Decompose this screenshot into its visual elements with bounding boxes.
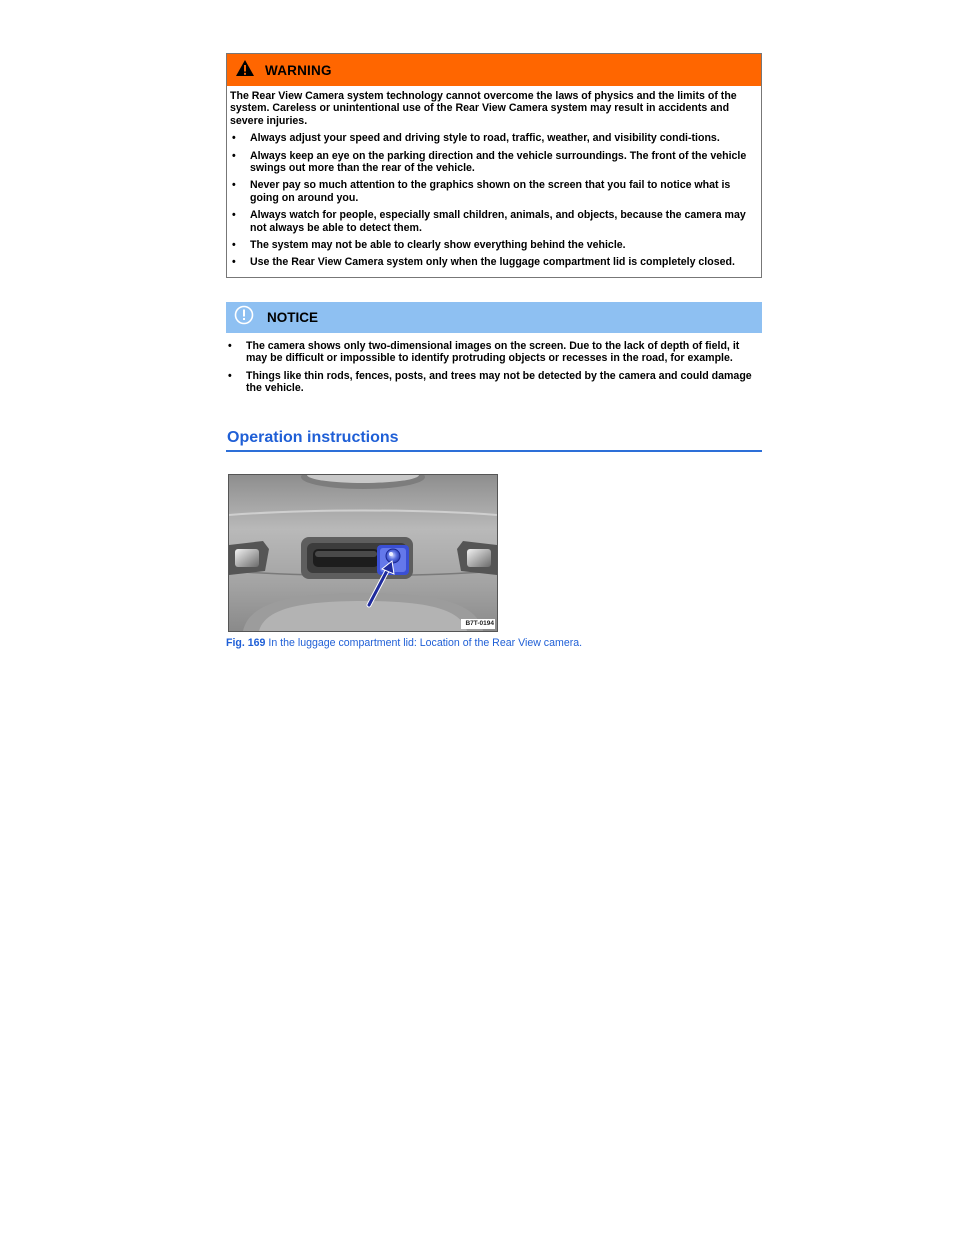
figure-caption-text: In the luggage compartment lid: Location of the Rear View camera. <box>265 636 583 649</box>
warning-bullet: • Use the Rear View Camera system only when the luggage compartment lid is completely closed. <box>232 256 735 269</box>
exclamation-circle-icon <box>234 305 254 330</box>
warning-bullet: • Always adjust your speed and driving style to road, traffic, weather, and visibility condi-tions. <box>232 132 720 145</box>
notice-title: NOTICE <box>267 309 319 325</box>
notice-header <box>226 302 762 333</box>
warning-bullet: • The system may not be able to clearly show everything behind the vehicle. <box>232 239 626 252</box>
notice-bullet: • Things like thin rods, fences, posts, and trees may not be detected by the camera and could damage the vehicle. <box>228 369 752 395</box>
notice-bullet: • The camera shows only two-dimensional images on the screen. Due to the lack of depth of field, it may be difficult or impossible to identify protruding objects or recesses in the road, for example. <box>228 339 740 365</box>
warning-bullet: • Never pay so much attention to the graphics shown on the screen that you fail to notice what is going on around you. <box>232 179 731 204</box>
bullet-dot: • <box>232 256 236 269</box>
bullet-dot: • <box>228 369 232 382</box>
notice-body <box>226 333 762 395</box>
section-heading: Operation instructions <box>226 429 762 452</box>
bullet-dot: • <box>228 339 232 352</box>
figure-code-label: B7T-0194 <box>465 619 494 627</box>
luggage-lid-illustration <box>229 475 497 631</box>
warning-bullet: • Always keep an eye on the parking direction and the vehicle surroundings. The front of the vehicle swings out more than the rear of the vehicle. <box>232 149 747 175</box>
warning-box <box>226 53 762 278</box>
warning-intro: The Rear View Camera system technology cannot overcome the laws of physics and the limits of the system. Careless or unintentional use of the Rear View Camera system may result in accidents and severe injuries. <box>230 90 737 127</box>
manual-page <box>226 53 762 649</box>
bullet-dot: • <box>232 149 236 162</box>
rear-view-camera-figure <box>228 474 498 632</box>
figure-label: Fig. 169 <box>226 636 266 649</box>
bullet-dot: • <box>232 239 236 252</box>
bullet-dot: • <box>232 209 236 222</box>
bullet-dot: • <box>232 179 236 192</box>
warning-title: WARNING <box>265 62 332 78</box>
warning-triangle-icon <box>235 59 255 82</box>
warning-header <box>227 54 761 86</box>
bullet-dot: • <box>232 132 236 145</box>
warning-body <box>227 86 761 277</box>
figure-caption <box>226 637 762 649</box>
warning-bullet: • Always watch for people, especially small children, animals, and objects, because the camera may not always be able to detect them. <box>232 209 746 234</box>
